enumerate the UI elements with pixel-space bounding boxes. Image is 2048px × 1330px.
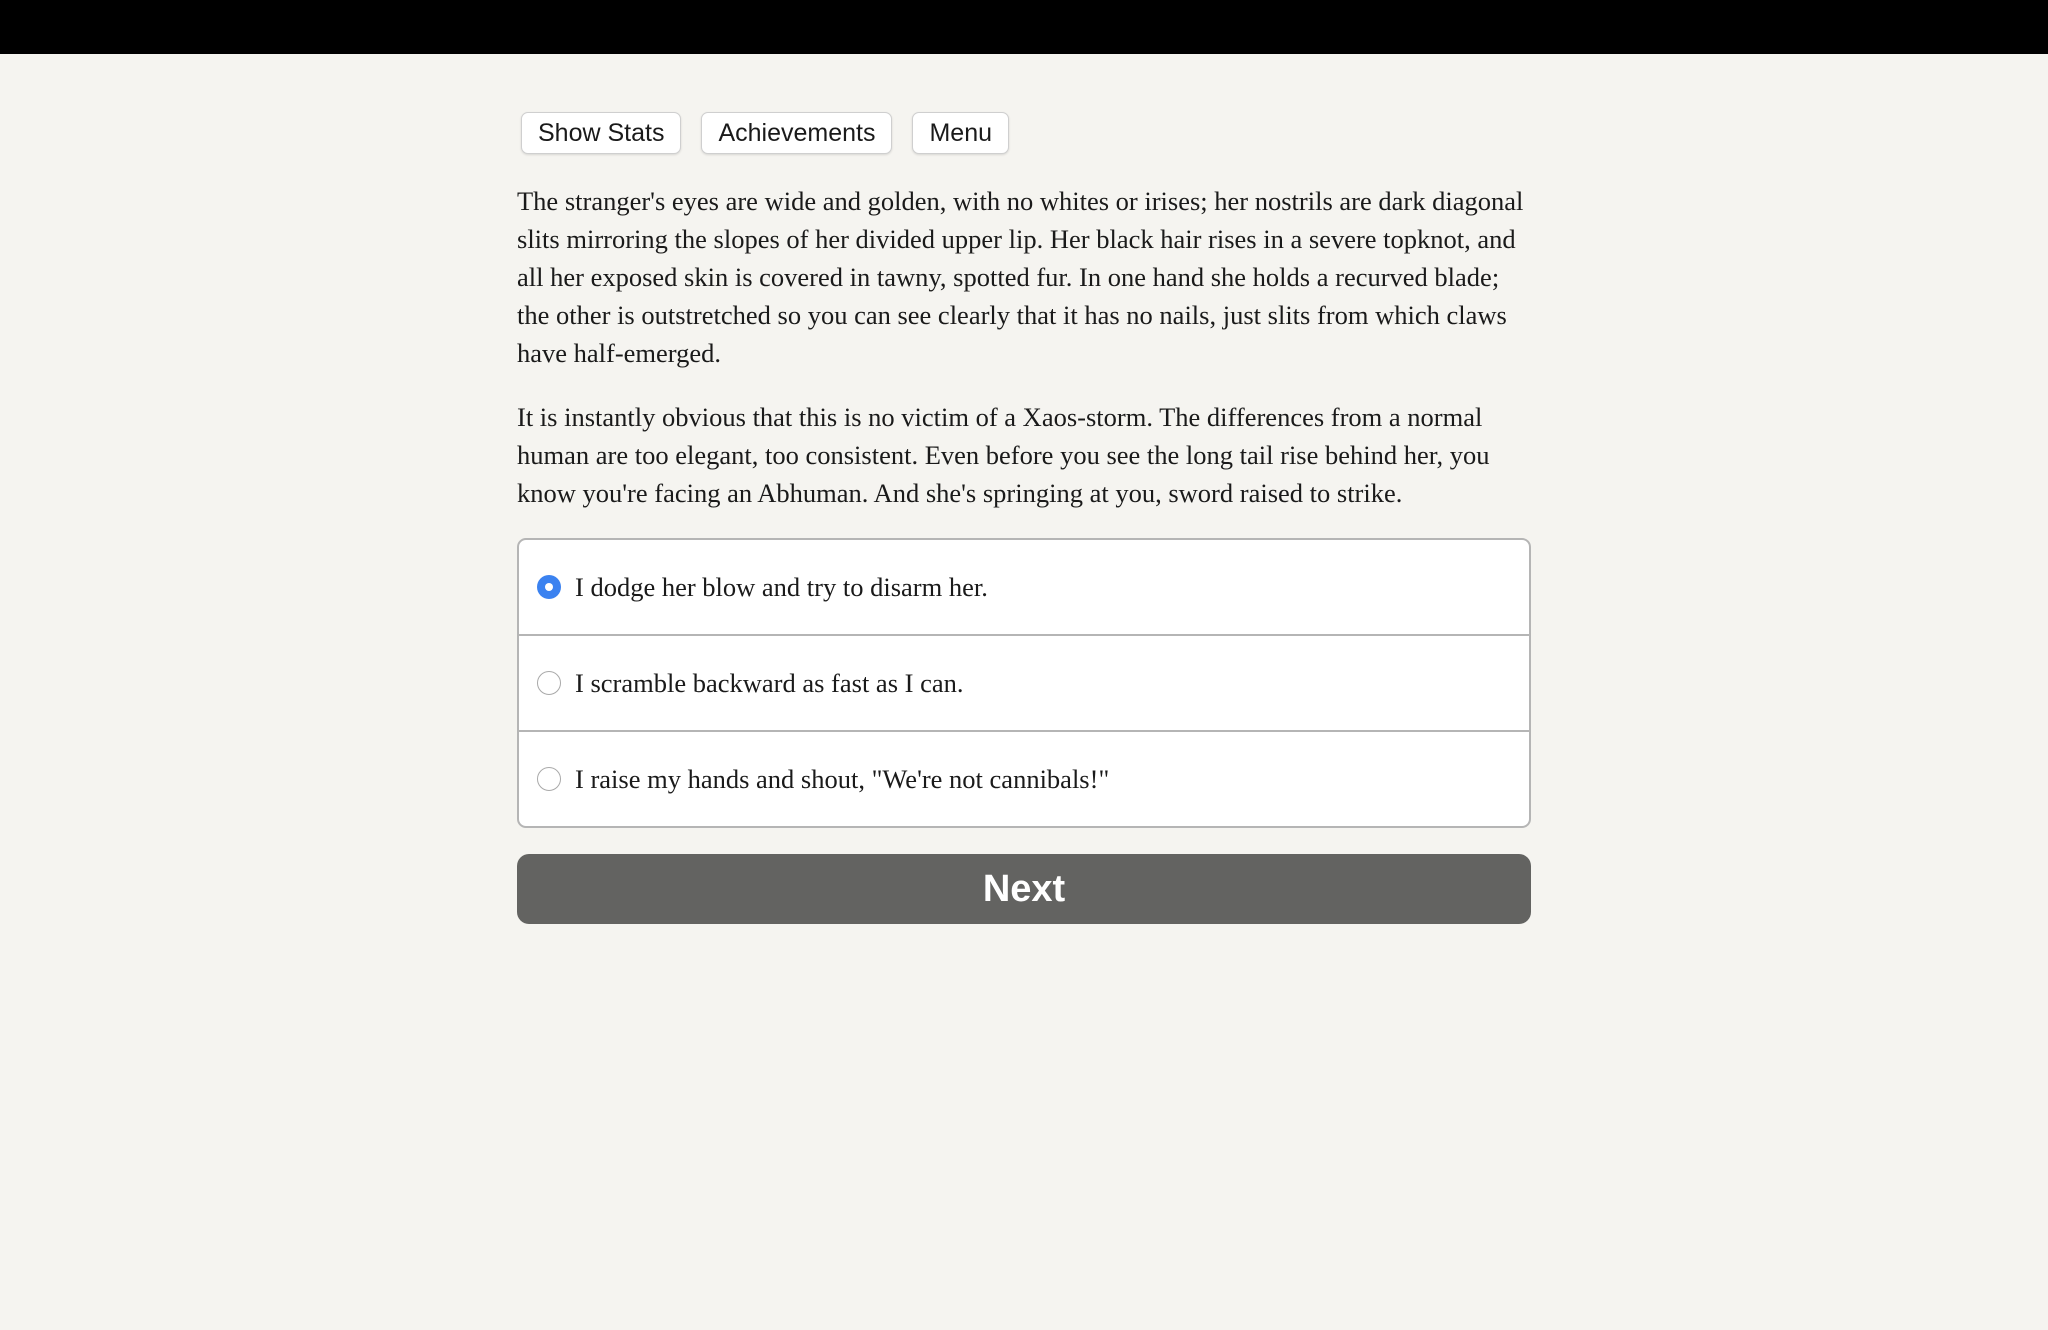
choice-list: [517, 538, 1531, 828]
choice-option-raise-hands[interactable]: [519, 732, 1529, 826]
top-bar: [0, 0, 2048, 54]
toolbar: [521, 112, 1531, 156]
radio-selected-icon[interactable]: [537, 575, 561, 599]
story-paragraph: The stranger's eyes are wide and golden, with no whites or irises; her nostrils are dark diagonal slits mirroring the slopes of her divided upper lip. Her black hair rises in a severe topknot, and all her exposed skin is covered in tawny, spotted fur. In one hand she holds a recurved blade; the other is outstretched so you can see clearly that it has no nails, just slits from which claws have half-emerged.: [517, 186, 1524, 368]
menu-button[interactable]: Menu: [912, 112, 1009, 154]
choice-label: I raise my hands and shout, "We're not cannibals!": [575, 763, 1110, 794]
story-text: [517, 182, 1531, 512]
choice-option-scramble[interactable]: [519, 636, 1529, 732]
game-container: [517, 112, 1531, 924]
next-button[interactable]: Next: [517, 854, 1531, 924]
achievements-button[interactable]: Achievements: [701, 112, 892, 154]
choice-label: I scramble backward as fast as I can.: [575, 667, 964, 698]
choice-option-dodge[interactable]: [519, 540, 1529, 636]
story-paragraph: It is instantly obvious that this is no victim of a Xaos-storm. The differences from a normal human are too elegant, too consistent. Even before you see the long tail rise behind her, you know you're facing an Abhuman. And she's springing at you, sword raised to strike.: [517, 402, 1490, 508]
radio-unselected-icon[interactable]: [537, 671, 561, 695]
radio-unselected-icon[interactable]: [537, 767, 561, 791]
choice-label: I dodge her blow and try to disarm her.: [575, 571, 988, 602]
show-stats-button[interactable]: Show Stats: [521, 112, 681, 154]
